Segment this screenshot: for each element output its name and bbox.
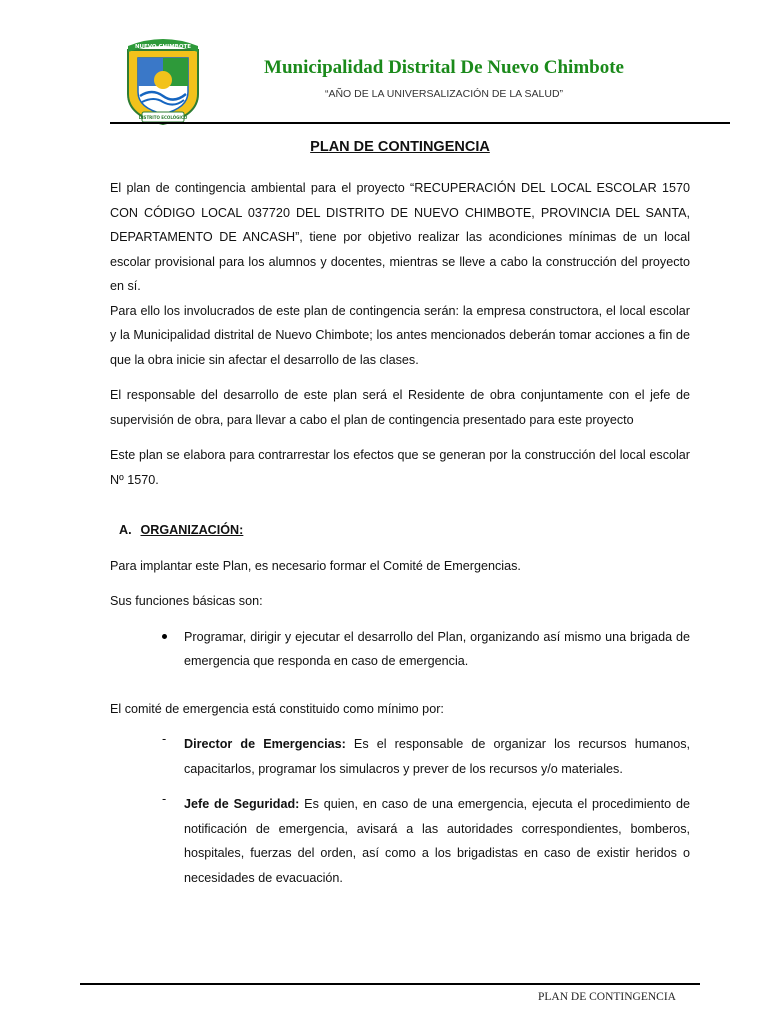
list-item-security-chief <box>138 792 690 890</box>
year-motto: “AÑO DE LA UNIVERSALIZACIÓN DE LA SALUD” <box>324 88 564 100</box>
section-a-intro: Para implantar este Plan, es necesario formar el Comité de Emergencias. <box>110 558 521 573</box>
header-divider <box>110 122 730 124</box>
dash-marker: - <box>162 732 167 746</box>
municipal-coat-of-arms-logo <box>124 36 202 126</box>
document-title: PLAN DE CONTINGENCIA <box>310 139 490 155</box>
page-header <box>0 0 768 130</box>
paragraph-involved: Para ello los involucrados de este plan de contingencia serán: la empresa constructora, el local escolar y la Municipalidad distrital de Nuevo Chimbote; los antes mencionados deberán tomar acciones a fin de que la obra inicie sin afectar el desarrollo de las clases. <box>110 303 690 367</box>
committee-intro: El comité de emergencia está constituido como mínimo por: <box>110 701 444 716</box>
section-a-label: ORGANIZACIÓN: <box>140 523 244 537</box>
director-desc: Es el responsable de organizar los recursos humanos, capacitarlos, programar los simulacros y prever de los recursos y/o materiales. <box>184 737 690 776</box>
logo-bottom-text: DISTRITO ECOLÓGICO <box>138 115 188 120</box>
bullet-icon <box>162 634 167 639</box>
paragraph-purpose: Este plan se elabora para contrarrestar los efectos que se generan por la construcción del local escolar Nº 1570. <box>110 448 690 487</box>
list-item-function <box>138 625 690 674</box>
dash-marker: - <box>162 792 167 806</box>
footer-label: PLAN DE CONTINGENCIA <box>538 991 676 1003</box>
document-body <box>110 176 690 890</box>
section-a-heading <box>119 518 690 543</box>
security-chief-role: Jefe de Seguridad: <box>184 797 300 811</box>
paragraph-objective: El plan de contingencia ambiental para el proyecto “RECUPERACIÓN DEL LOCAL ESCOLAR 1570 CON CÓDIGO LOCAL 037720 DEL DISTRITO DE NUEVO CHIMBOTE, PROVINCIA DEL SANTA, DEPARTAMENTO DE ANCASH”, tiene por objetivo realizar las acondiciones mínimas de un local escolar provisional para los alumnos y docentes, mientras se lleve a cabo la construcción del proyecto en sí. <box>110 181 690 293</box>
list-item-director <box>138 732 690 781</box>
director-role: Director de Emergencias: <box>184 737 346 751</box>
functions-intro: Sus funciones básicas son: <box>110 594 263 608</box>
municipality-title: Municipalidad Distrital De Nuevo Chimbote <box>264 57 624 78</box>
function-text: Programar, dirigir y ejecutar el desarrollo del Plan, organizando así mismo una brigada de emergencia que responda en caso de emergencia. <box>184 629 690 668</box>
section-a-number: A. <box>119 523 132 537</box>
logo-top-text: NUEVO CHIMBOTE <box>134 44 192 50</box>
footer-divider <box>80 983 700 985</box>
paragraph-responsible: El responsable del desarrollo de este plan será el Residente de obra conjuntamente con el jefe de supervisión de obra, para llevar a cabo el plan de contingencia presentado para este proyecto <box>110 388 690 427</box>
security-chief-desc: Es quien, en caso de una emergencia, ejecuta el procedimiento de notificación de emergencia, avisará a las autoridades correspondientes, bomberos, hospitales, fuerzas del orden, así como a los brigadistas en caso de existir heridos o necesidades de evacuación. <box>184 797 690 885</box>
